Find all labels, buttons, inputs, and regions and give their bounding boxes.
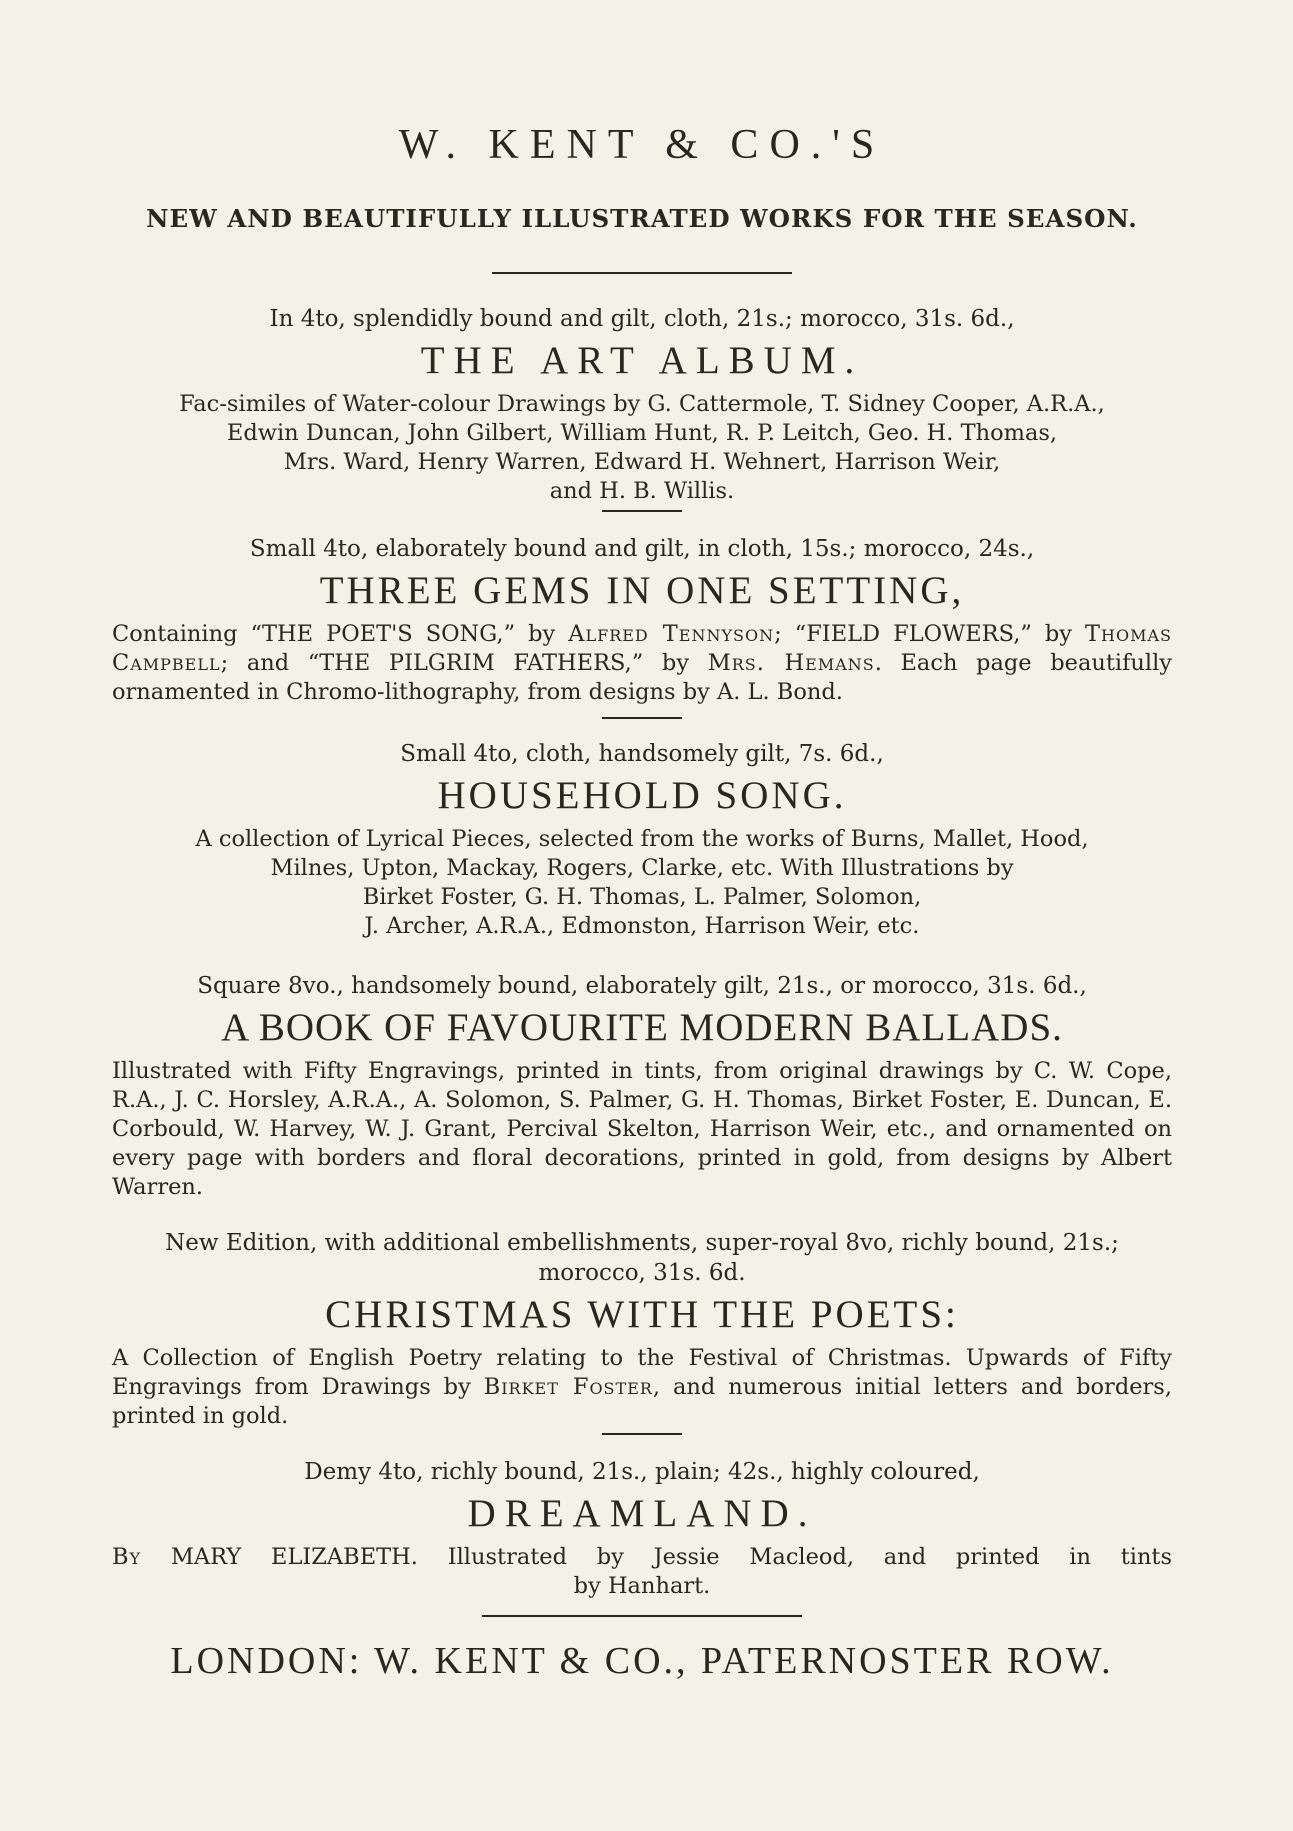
book-title: CHRISTMAS WITH THE POETS: — [325, 1293, 959, 1336]
description-text: Illustrated by Jessie Macleod, and printed in tints — [447, 1544, 1173, 1570]
book-description — [112, 1344, 1172, 1431]
description-line: Mrs. Ward, Henry Warren, Edward H. Wehnert, Harrison Weir, — [283, 449, 1001, 475]
book-entry-christmas-poets — [112, 1228, 1172, 1431]
book-description — [112, 390, 1172, 506]
page-subtitle: NEW AND BEAUTIFULLY ILLUSTRATED WORKS FOR THE SEASON. — [146, 204, 1138, 233]
description-text: ; “FIELD FLOWERS,” by — [774, 621, 1086, 647]
author-name: Alfred Tennyson — [568, 621, 775, 647]
publisher-imprint: LONDON: W. KENT & CO., PATERNOSTER ROW. — [170, 1640, 1114, 1682]
publisher-heading: W. KENT & CO.'S — [398, 122, 886, 168]
book-title: HOUSEHOLD SONG. — [437, 774, 847, 817]
by-label: By — [112, 1544, 142, 1570]
book-title: A BOOK OF FAVOURITE MODERN BALLADS. — [221, 1006, 1063, 1049]
description-line: A collection of Lyrical Pieces, selected from the works of Burns, Mallet, Hood, — [195, 826, 1089, 852]
description-line: Edwin Duncan, John Gilbert, William Hunt, R. P. Leitch, Geo. H. Thomas, — [226, 420, 1058, 446]
book-entry-favourite-ballads — [112, 971, 1172, 1202]
book-price: Small 4to, elaborately bound and gilt, in cloth, 15s.; morocco, 24s., — [249, 536, 1035, 562]
divider — [602, 510, 682, 512]
price-line: morocco, 31s. 6d. — [538, 1260, 746, 1286]
book-entry-dreamland — [112, 1457, 1172, 1601]
description-line: Fac-similes of Water-colour Drawings by G. Cattermole, T. Sidney Cooper, A.R.A., — [179, 391, 1105, 417]
description-line: Birket Foster, G. H. Thomas, L. Palmer, Solomon, — [362, 884, 922, 910]
description-line — [112, 1543, 1172, 1572]
description-line: and H. B. Willis. — [549, 478, 735, 504]
book-description — [112, 1543, 1172, 1601]
book-description — [112, 620, 1172, 707]
book-entry-art-album — [112, 304, 1172, 506]
book-price: Square 8vo., handsomely bound, elaborately gilt, 21s., or morocco, 31s. 6d., — [197, 973, 1087, 999]
book-description — [112, 825, 1172, 941]
description-line: by Hanhart. — [573, 1573, 711, 1599]
description-text: Containing “THE POET'S SONG,” by — [112, 621, 569, 647]
book-title: DREAMLAND. — [467, 1492, 817, 1535]
description-text: ; and “THE PILGRIM FATHERS,” by — [220, 650, 708, 676]
author-name: Mrs. Hemans — [707, 650, 875, 676]
book-price — [112, 1228, 1172, 1288]
description-text: A Collection of English Poetry relating to the Festival of Christmas. Upwards of Fifty Engravings from Drawings by — [112, 1345, 1172, 1400]
author-name: MARY ELIZABETH. — [170, 1544, 418, 1570]
book-price: In 4to, splendidly bound and gilt, cloth, 21s.; morocco, 31s. 6d., — [269, 306, 1015, 332]
description-text: , and numerous initial letters and borders, printed in gold. — [112, 1374, 1172, 1429]
book-title: THREE GEMS IN ONE SETTING, — [319, 569, 965, 612]
book-price: Demy 4to, richly bound, 21s., plain; 42s., highly coloured, — [304, 1459, 980, 1485]
divider — [602, 1433, 682, 1435]
divider — [492, 272, 792, 274]
book-price: Small 4to, cloth, handsomely gilt, 7s. 6d., — [400, 741, 884, 767]
divider — [482, 1615, 802, 1617]
author-name: Thomas Campbell — [112, 621, 1172, 676]
divider — [602, 717, 682, 719]
price-line: New Edition, with additional embellishments, super-royal 8vo, richly bound, 21s.; — [165, 1230, 1119, 1256]
description-line: Milnes, Upton, Mackay, Rogers, Clarke, etc. With Illustrations by — [270, 855, 1014, 881]
book-title: THE ART ALBUM. — [420, 339, 864, 382]
description-line: J. Archer, A.R.A., Edmonston, Harrison Weir, etc. — [364, 913, 920, 939]
book-entry-three-gems — [112, 534, 1172, 707]
advertisement-page — [112, 118, 1172, 1683]
book-entry-household-song — [112, 739, 1172, 941]
author-name: Birket Foster — [483, 1374, 653, 1400]
book-description: Illustrated with Fifty Engravings, printed in tints, from original drawings by C. W. Cope, R.A., J. C. Horsley, A.R.A., A. Solomon, S. Palmer, G. H. Thomas, Birket Foster, E. Duncan, E. Corbould, W. Harvey, W. J. Grant, Percival Skelton, Harrison Weir, etc., and ornamented on every page with borders and floral decorations, printed in gold, from designs by Albert Warren. — [112, 1058, 1172, 1200]
description-text: . Each page beautifully ornamented in Chromo-lithography, from designs by A. L. Bond. — [112, 650, 1173, 705]
